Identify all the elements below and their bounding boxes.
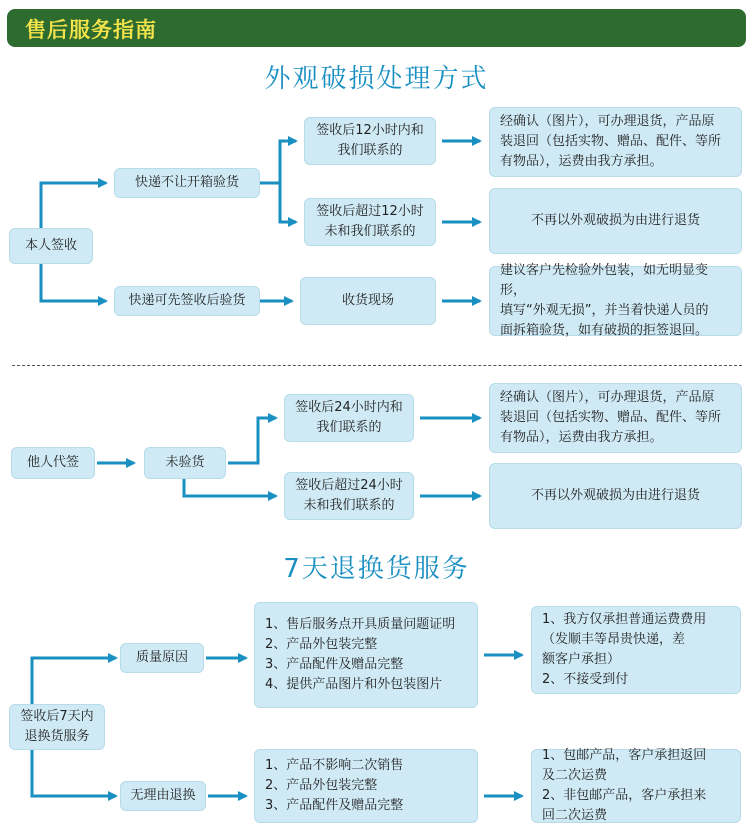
section3-title: 7天退换货服务 xyxy=(283,554,470,584)
root-proxy-sign: 他人代签 xyxy=(11,447,95,479)
result-return-approved: 经确认（图片），可办理退货，产品原 装退回（包括实物、赠品、配件、等所 有物品），运费由我方承担。 xyxy=(489,107,742,177)
result-quality-shipping: 1、我方仅承担普通运费费用 （发顺丰等昂贵快递，差 额客户承担） 2、不接受到付 xyxy=(531,606,741,694)
branch-no-open: 快递不让开箱验货 xyxy=(114,168,260,198)
cond-no-reason-requirements: 1、产品不影响二次销售 2、产品外包装完整 3、产品配件及赠品完整 xyxy=(254,749,478,823)
section-divider xyxy=(12,365,742,366)
cond-within-24h: 签收后24小时内和 我们联系的 xyxy=(284,394,414,442)
cond-over-12h: 签收后超过12小时 未和我们联系的 xyxy=(304,198,436,246)
result-inspect-package: 建议客户先检验外包装，如无明显变形， 填写“外观无损”，并当着快递人员的 面拆箱验货，如有破损的拒签退回。 xyxy=(489,266,742,336)
branch-sign-then-inspect: 快递可先签收后验货 xyxy=(114,286,260,316)
cond-over-24h: 签收后超过24小时 未和我们联系的 xyxy=(284,472,414,520)
cond-delivery-site: 收货现场 xyxy=(300,277,436,325)
branch-quality-reason: 质量原因 xyxy=(120,643,204,673)
branch-no-reason: 无理由退换 xyxy=(120,781,206,811)
header-title: 售后服务指南 xyxy=(25,18,157,42)
root-self-sign: 本人签收 xyxy=(9,228,93,264)
middle-not-inspected: 未验货 xyxy=(144,447,226,479)
result-no-return: 不再以外观破损为由进行退货 xyxy=(489,188,742,254)
result2-return-approved: 经确认（图片），可办理退货，产品原 装退回（包括实物、赠品、配件、等所 有物品），运费由我方承担。 xyxy=(489,383,742,453)
root-7day-return: 签收后7天内 退换货服务 xyxy=(9,704,105,750)
result2-no-return: 不再以外观破损为由进行退货 xyxy=(489,463,742,529)
cond-within-12h: 签收后12小时内和 我们联系的 xyxy=(304,117,436,165)
cond-quality-requirements: 1、售后服务点开具质量问题证明 2、产品外包装完整 3、产品配件及赠品完整 4、提供产品图片和外包装图片 xyxy=(254,602,478,708)
section1-title: 外观破损处理方式 xyxy=(264,64,489,94)
result-no-reason-shipping: 1、包邮产品，客户承担返回 及二次运费 2、非包邮产品，客户承担来 回二次运费 xyxy=(531,749,741,823)
